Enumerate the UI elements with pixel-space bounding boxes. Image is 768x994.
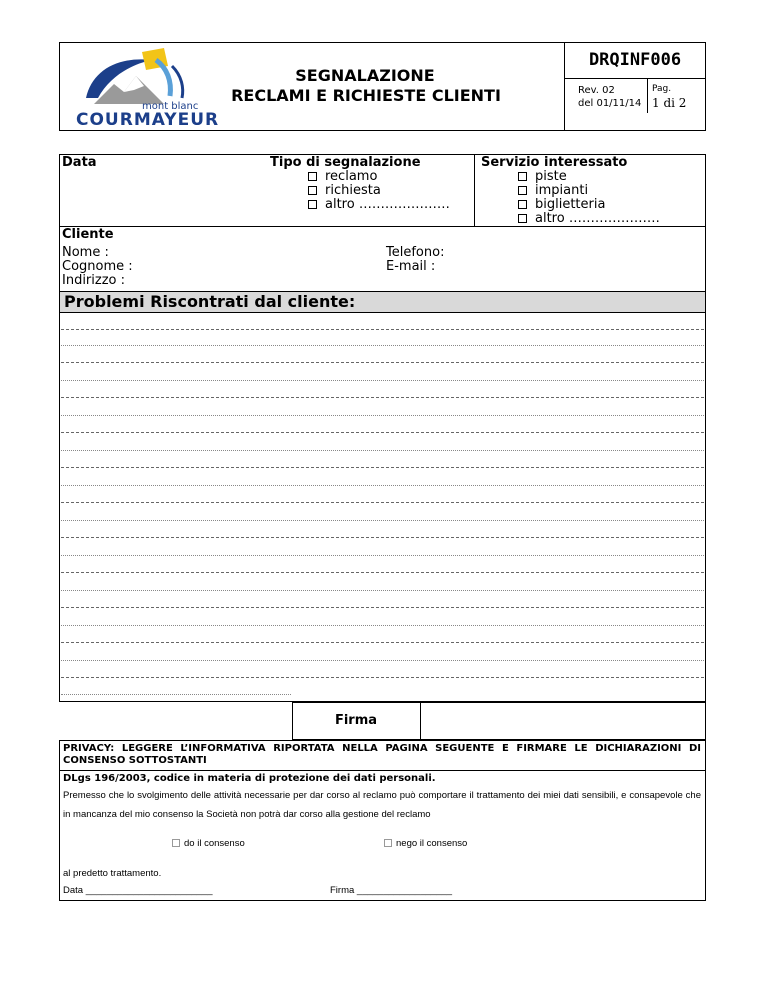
writing-line[interactable] — [61, 415, 704, 416]
logo-brand: COURMAYEUR — [76, 110, 220, 130]
document-code: DRQINF006 — [588, 50, 682, 70]
checkbox-icon[interactable] — [308, 186, 317, 195]
header-title-line1: SEGNALAZIONE — [295, 66, 435, 85]
writing-line[interactable] — [61, 555, 704, 556]
checkbox-icon[interactable] — [308, 172, 317, 181]
writing-line[interactable] — [61, 397, 704, 398]
writing-line[interactable] — [61, 380, 704, 381]
tipo-option-reclamo[interactable]: reclamo — [308, 170, 377, 184]
writing-line[interactable] — [61, 590, 704, 591]
writing-line[interactable] — [61, 537, 704, 538]
writing-line[interactable] — [61, 485, 704, 486]
writing-line[interactable] — [61, 660, 704, 661]
privacy-law: DLgs 196/2003, codice in materia di protezione dei dati personali. — [63, 773, 436, 784]
header-divider-2 — [564, 78, 706, 79]
section1-divider — [59, 226, 706, 227]
writing-line[interactable] — [61, 362, 704, 363]
writing-line[interactable] — [61, 329, 704, 330]
cliente-cognome[interactable]: Cognome : — [62, 259, 133, 274]
consent-give-option[interactable]: do il consenso — [172, 838, 245, 849]
cliente-indirizzo[interactable]: Indirizzo : — [62, 273, 126, 288]
checkbox-icon[interactable] — [172, 839, 180, 847]
form-box — [59, 154, 706, 702]
privacy-body: Premesso che lo svolgimento delle attività necessarie per dar corso al reclamo può comportare il trattamento dei miei dati sensibili, e consapevole che in mancanza del mio consenso la Società non potrà dar corso alla gestione del reclamo — [63, 790, 701, 820]
servizio-option-piste[interactable]: piste — [518, 170, 567, 184]
writing-line[interactable] — [61, 572, 704, 573]
cliente-telefono[interactable]: Telefono: — [386, 245, 445, 260]
writing-line[interactable] — [61, 345, 704, 346]
cliente-title: Cliente — [62, 227, 114, 242]
header-divider-3 — [647, 78, 648, 113]
servizio-option-impianti[interactable]: impianti — [518, 184, 588, 198]
checkbox-icon[interactable] — [384, 839, 392, 847]
writing-line[interactable] — [61, 450, 704, 451]
writing-line[interactable] — [61, 502, 704, 503]
cliente-nome[interactable]: Nome : — [62, 245, 109, 260]
writing-line[interactable] — [61, 694, 291, 695]
privacy-after: al predetto trattamento. — [63, 868, 162, 879]
privacy-firma-field[interactable]: Firma __________________ — [330, 885, 453, 896]
checkbox-icon[interactable] — [518, 172, 527, 181]
servizio-label: Servizio interessato — [481, 155, 628, 170]
privacy-data-field[interactable]: Data ________________________ — [63, 885, 213, 896]
data-label: Data — [62, 155, 97, 170]
writing-line[interactable] — [61, 677, 704, 678]
writing-line[interactable] — [61, 607, 704, 608]
servizio-option-altro[interactable]: altro ………………… — [518, 212, 660, 226]
checkbox-icon[interactable] — [518, 200, 527, 209]
page-label: Pag. — [652, 84, 672, 94]
checkbox-icon[interactable] — [518, 214, 527, 223]
revision-date: del 01/11/14 — [578, 98, 642, 109]
servizio-left-border — [474, 154, 475, 227]
privacy-heading: PRIVACY: LEGGERE L’INFORMATIVA RIPORTATA NELLA PAGINA SEGUENTE E FIRMARE LE DICHIARAZIONI DI CONSENSO SOTTOSTANTI — [63, 743, 701, 766]
consent-deny-option[interactable]: nego il consenso — [384, 838, 467, 849]
header-title-line2: RECLAMI E RICHIESTE CLIENTI — [231, 86, 501, 105]
checkbox-icon[interactable] — [308, 200, 317, 209]
writing-line[interactable] — [61, 432, 704, 433]
privacy-divider — [59, 770, 706, 771]
firma-label: Firma — [334, 713, 378, 728]
page-value: 1 di 2 — [652, 96, 687, 110]
writing-line[interactable] — [61, 467, 704, 468]
firma-signature-field[interactable] — [421, 703, 705, 739]
revision: Rev. 02 — [578, 85, 615, 96]
problemi-title: Problemi Riscontrati dal cliente: — [64, 292, 356, 311]
tipo-label: Tipo di segnalazione — [270, 155, 421, 170]
cliente-email[interactable]: E-mail : — [386, 259, 436, 274]
servizio-option-biglietteria[interactable]: biglietteria — [518, 198, 605, 212]
writing-line[interactable] — [61, 625, 704, 626]
writing-line[interactable] — [61, 642, 704, 643]
logo-small-text: mont blanc — [142, 101, 199, 112]
tipo-option-richiesta[interactable]: richiesta — [308, 184, 381, 198]
writing-line[interactable] — [61, 520, 704, 521]
courmayeur-logo — [72, 46, 220, 130]
tipo-option-altro[interactable]: altro ………………… — [308, 198, 450, 212]
checkbox-icon[interactable] — [518, 186, 527, 195]
